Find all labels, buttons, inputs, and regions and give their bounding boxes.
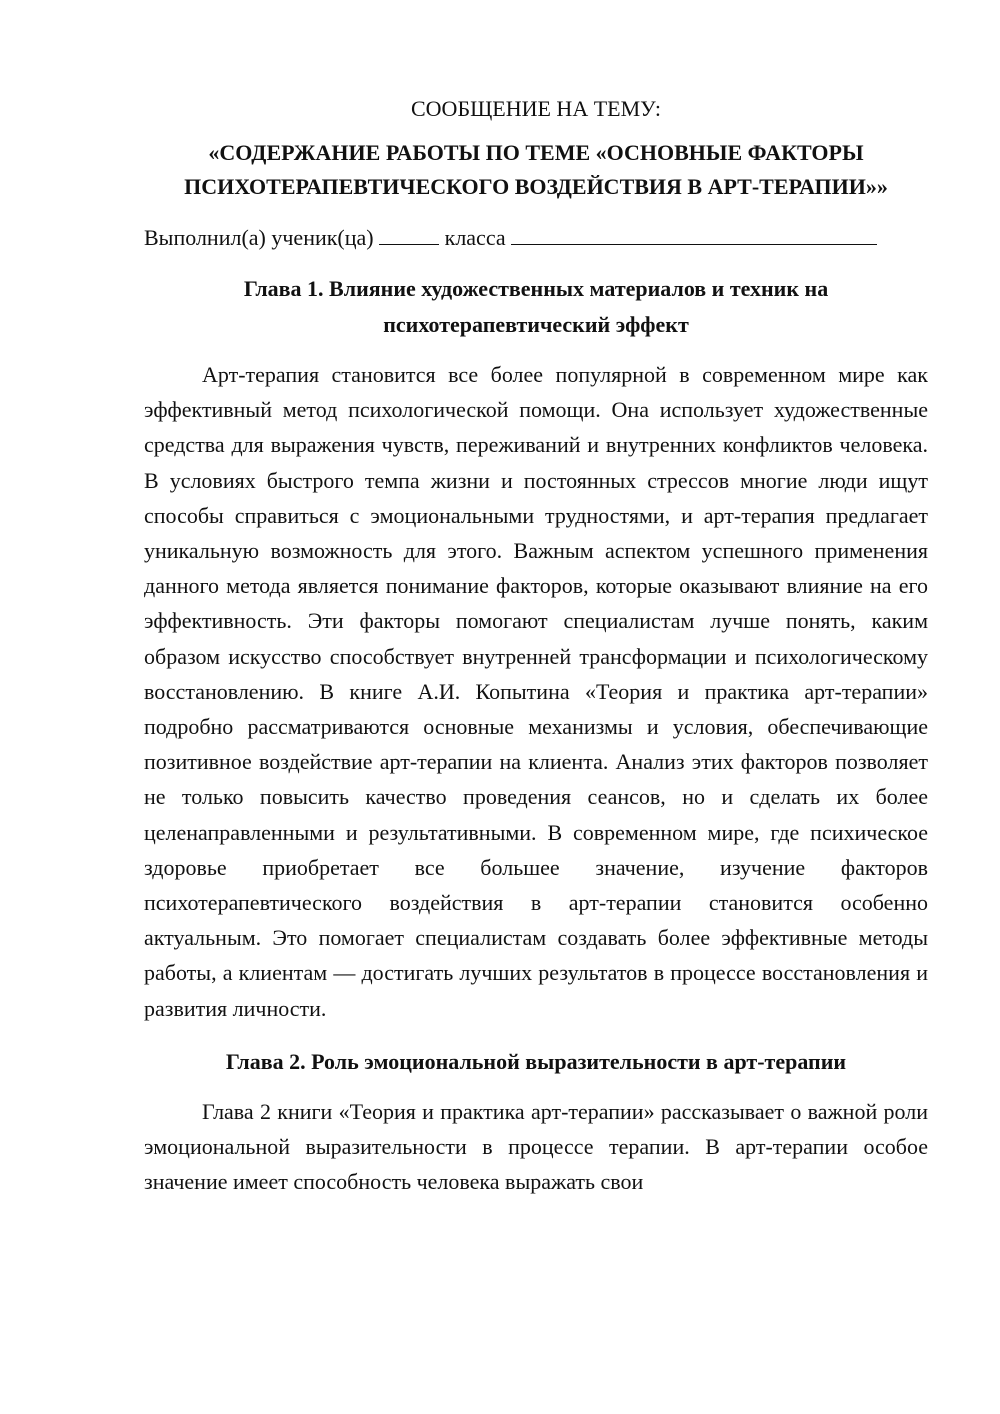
chapter-1-heading: Глава 1. Влияние художественных материалов и техник на психотерапевтический эффект bbox=[243, 276, 829, 337]
chapter-2-heading: Глава 2. Роль эмоциональной выразительности в арт-терапии bbox=[225, 1048, 847, 1074]
chapter-1-paragraph: Арт-терапия становится все более популярной в современном мире как эффективный метод психологической помощи. Она использует художественные средства для выражения чувств, переживаний и внутренних конфликтов человека. В условиях быстрого темпа жизни и постоянных стрессов многие люди ищут способы справиться с эмоциональными трудностями, и арт-терапия предлагает уникальную возможность для этого. Важным аспектом успешного применения данного метода является понимание факторов, которые оказывают влияние на его эффективность. Эти факторы помогают специалистам лучше понять, каким образом искусство способствует внутренней трансформации и психологическому восстановлению. В книге А.И. Копытина «Теория и практика арт-терапии» подробно рассматриваются основные механизмы и условия, обеспечивающие позитивное воздействие арт-терапии на клиента. Анализ этих факторов позволяет не только повысить качество проведения сеансов, но и сделать их более целенаправленными и результативными. В современном мире, где психическое здоровье приобретает все большее значение, изучение факторов психотерапевтического воздействия в арт-терапии становится особенно актуальным. Это помогает специалистам создавать более эффективные методы работы, а клиентам — достигать лучших результатов в процессе восстановления и развития личности. bbox=[144, 362, 928, 1021]
chapter-2-paragraph: Глава 2 книги «Теория и практика арт-терапии» рассказывает о важной роли эмоциональной выразительности в процессе терапии. В арт-терапии особое значение имеет способность человека выражать свои bbox=[144, 1098, 928, 1195]
author-line bbox=[144, 220, 928, 255]
document-header: СООБЩЕНИЕ НА ТЕМУ: bbox=[411, 96, 661, 121]
author-label: Выполнил(а) ученик(ца) bbox=[144, 225, 374, 250]
document-page bbox=[144, 92, 928, 1199]
class-label: класса bbox=[444, 225, 506, 250]
name-blank-field[interactable] bbox=[511, 220, 877, 245]
document-title: «СОДЕРЖАНИЕ РАБОТЫ ПО ТЕМЕ «ОСНОВНЫЕ ФАКТОРЫ ПСИХОТЕРАПЕВТИЧЕСКОГО ВОЗДЕЙСТВИЯ В АРТ-ТЕРАПИИ»» bbox=[184, 140, 888, 199]
grade-blank-field[interactable] bbox=[379, 220, 439, 245]
